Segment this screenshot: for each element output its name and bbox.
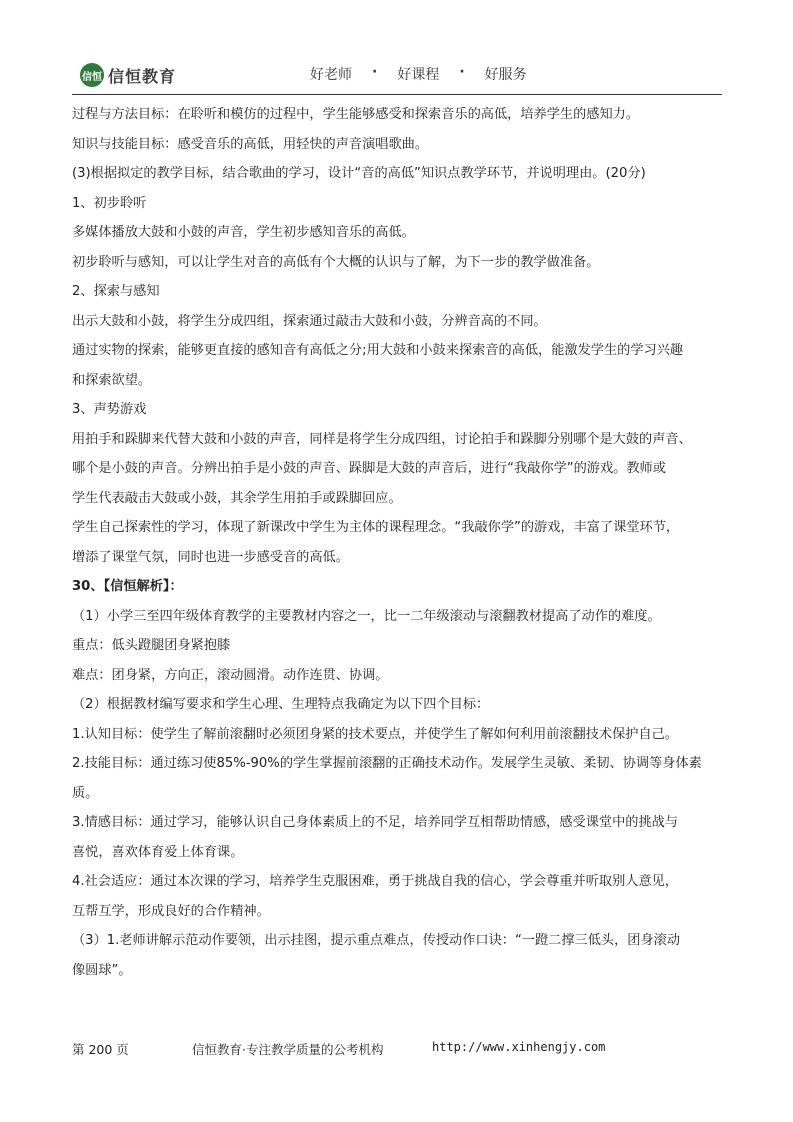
footer-url[interactable]: http://www.xinhengjy.com (432, 1040, 606, 1054)
slogan-item: 好服务 (484, 67, 527, 83)
slogan-item: 好课程 (397, 67, 440, 83)
page-number: 第 200 页 (72, 1042, 129, 1057)
text-line: 难点：团身紧，方向正，滚动圆滑。动作连贯、协调。 (72, 667, 389, 683)
slogan-item: 好老师 (310, 67, 352, 83)
text-line: 和探索欲望。 (72, 372, 152, 388)
text-line: （3）1.老师讲解示范动作要领，出示挂图，提示重点难点，传授动作口诀：“一蹬二撑三低头，团身滚动 (72, 933, 681, 948)
text-line: （2）根据教材编写要求和学生心理、生理特点我确定为以下四个目标： (72, 697, 490, 712)
text-line: （1）小学三至四年级体育教学的主要教材内容之一，比一二年级滚动与滚翻教材提高了动作的难度。 (72, 608, 661, 624)
text-line: 学生自己探索性的学习，体现了新课改中学生为主体的课程理念。“我敲你学”的游戏，丰富了课堂环节， (72, 520, 680, 535)
text-line: 质。 (72, 785, 99, 801)
section-heading: 1、初步聆听 (72, 195, 147, 211)
document-body (72, 100, 724, 985)
page-header (72, 58, 722, 96)
text-line: 多媒体播放大鼓和小鼓的声音，学生初步感知音乐的高低。 (72, 225, 415, 240)
header-slogan (310, 64, 527, 84)
slogan-separator: · (372, 64, 378, 80)
text-line: 3.情感目标：通过学习，能够认识自己身体素质上的不足，培养同学互相帮助情感，感受课堂中的挑战与 (72, 815, 679, 830)
text-line: 过程与方法目标：在聆听和模仿的过程中，学生能够感受和探索音乐的高低，培养学生的感知力。 (72, 107, 640, 122)
section-heading: 3、声势游戏 (72, 402, 147, 417)
text-line: 2.技能目标：通过练习使85%-90%的学生掌握前滚翻的正确技术动作。发展学生灵敏、柔韧、协调等身体素 (72, 756, 702, 771)
text-line: 1.认知目标：使学生了解前滚翻时必须团身紧的技术要点，并使学生了解如何利用前滚翻技术保护自己。 (72, 726, 679, 742)
footer-org: 信恒教育·专注教学质量的公考机构 (192, 1042, 384, 1057)
text-line: 互帮互学，形成良好的合作精神。 (72, 903, 270, 919)
logo-icon: 信恒 (80, 63, 104, 87)
logo-text: 信恒教育 (108, 66, 177, 86)
text-line: 像圆球”。 (72, 962, 132, 978)
question-heading: 30、【信恒解析】： (72, 579, 183, 594)
text-line: 哪个是小鼓的声音。分辨出拍手是小鼓的声音、跺脚是大鼓的声音后，进行“我敲你学”的游戏。教师或 (72, 461, 666, 476)
text-line: (3)根据拟定的教学目标，结合歌曲的学习，设计“音的高低”知识点教学环节，并说明理由。(20分) (72, 166, 646, 181)
brand-logo (80, 62, 176, 88)
text-line: 增添了课堂气氛，同时也进一步感受音的高低。 (72, 549, 349, 565)
text-line: 学生代表敲击大鼓或小鼓，其余学生用拍手或跺脚回应。 (72, 490, 402, 506)
header-divider (72, 94, 722, 95)
text-line: 出示大鼓和小鼓，将学生分成四组，探索通过敲击大鼓和小鼓，分辨音高的不同。 (72, 313, 547, 329)
text-line: 知识与技能目标：感受音乐的高低，用轻快的声音演唱歌曲。 (72, 136, 429, 152)
slogan-separator: · (459, 64, 465, 80)
text-line: 用拍手和跺脚来代替大鼓和小鼓的声音，同样是将学生分成四组，讨论拍手和跺脚分别哪个是大鼓的声音、 (72, 431, 692, 447)
section-heading: 2、探索与感知 (72, 284, 160, 299)
text-line: 通过实物的探索，能够更直接的感知音有高低之分;用大鼓和小鼓来探索音的高低，能激发学生的学习兴趣 (72, 343, 684, 358)
text-line: 喜悦，喜欢体育爱上体育课。 (72, 844, 244, 860)
text-line: 重点：低头蹬腿团身紧抱膝 (72, 638, 231, 653)
text-line: 4.社会适应：通过本次课的学习，培养学生克服困难，勇于挑战自我的信心，学会尊重并听取别人意见， (72, 874, 679, 889)
text-line: 初步聆听与感知，可以让学生对音的高低有个大概的认识与了解，为下一步的教学做准备。 (72, 254, 600, 270)
